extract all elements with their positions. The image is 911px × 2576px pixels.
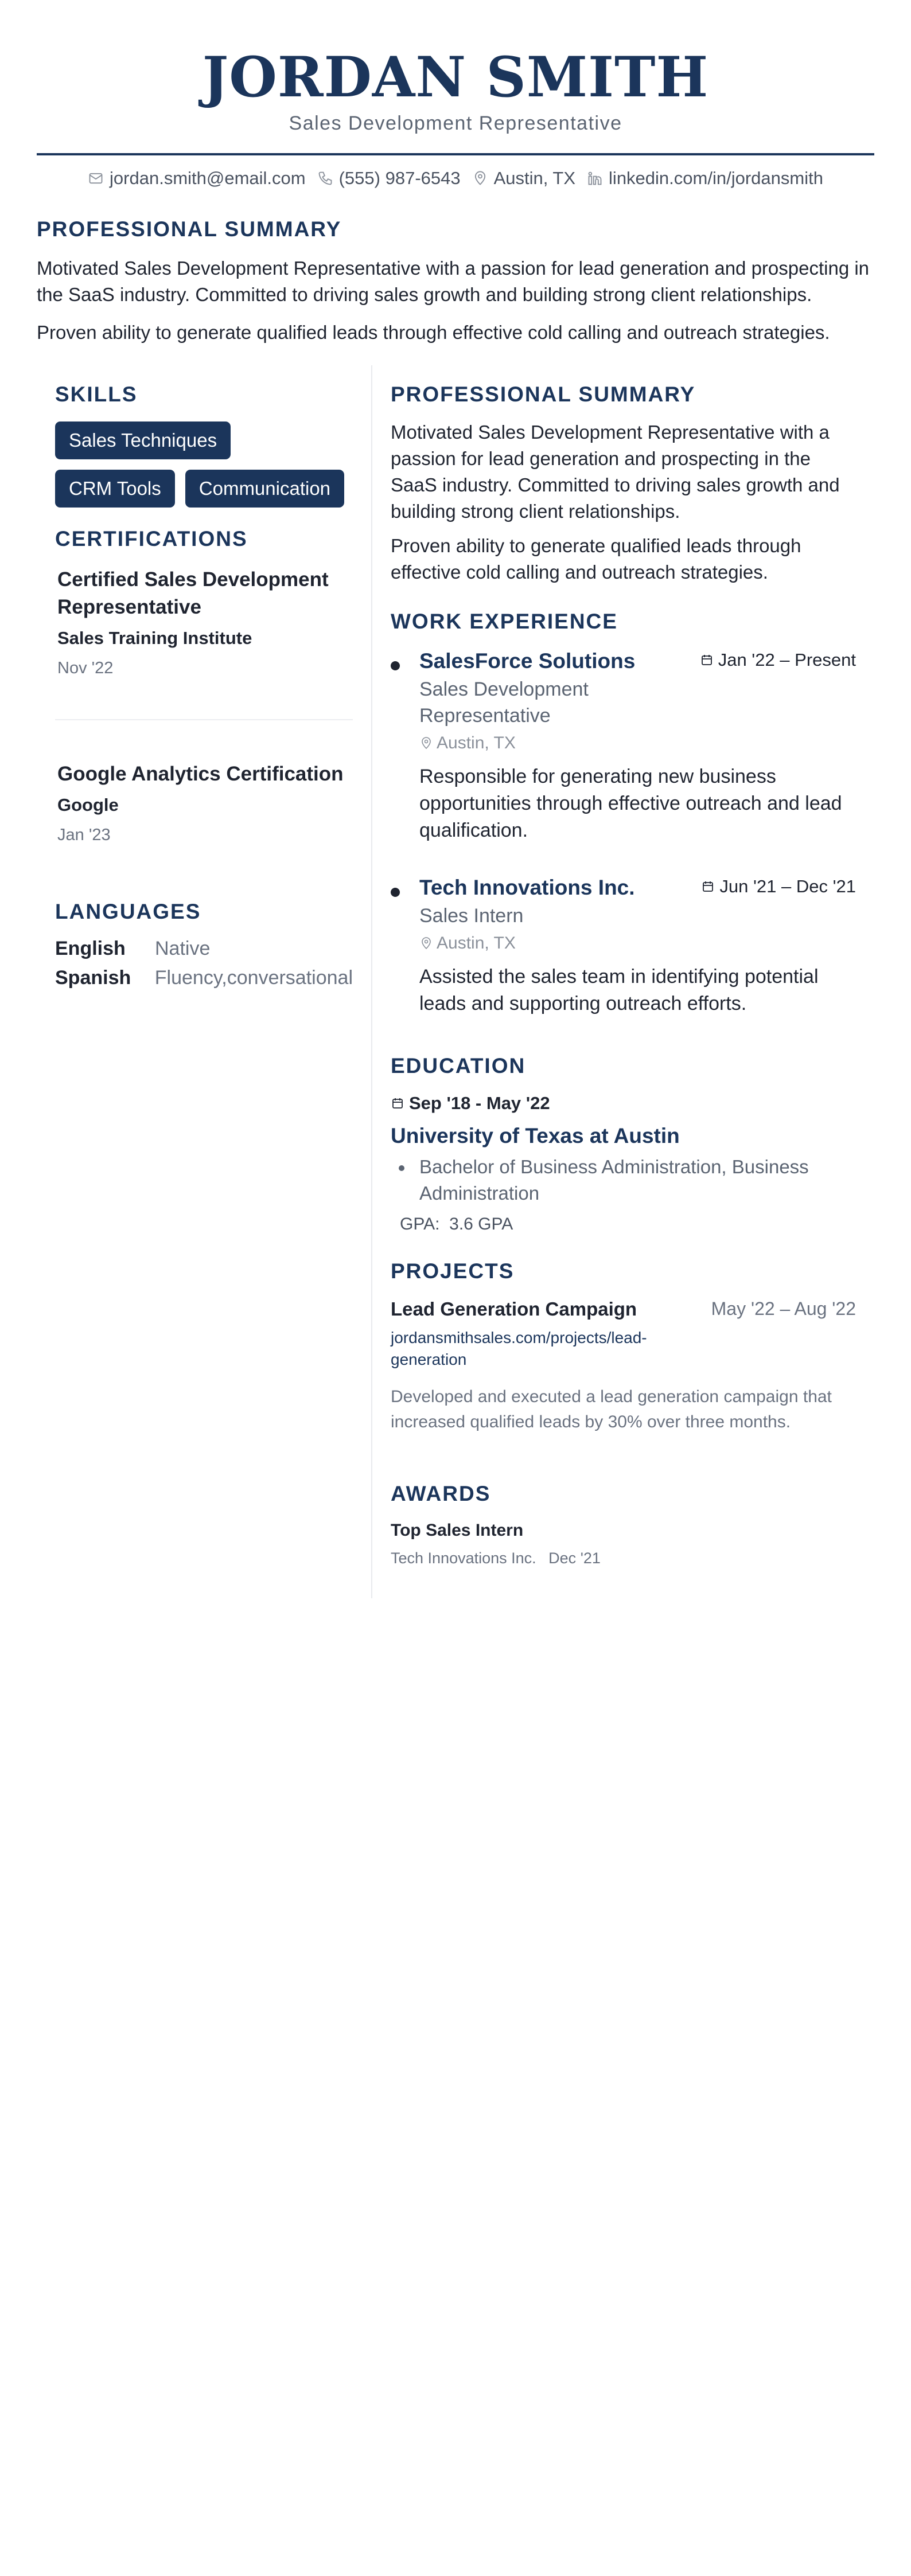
degree-text: Bachelor of Business Administration, Business Administration — [391, 1154, 856, 1207]
bullet-dot — [391, 661, 400, 670]
right-column — [372, 365, 874, 1598]
top-summary-section — [37, 217, 874, 346]
contact-email[interactable] — [88, 168, 306, 189]
language-name: Spanish — [55, 967, 131, 989]
language-row — [55, 967, 353, 989]
contact-linkedin[interactable] — [587, 168, 823, 189]
company-name: SalesForce Solutions — [419, 649, 636, 673]
job-location — [419, 934, 856, 953]
map-pin-icon — [419, 736, 433, 750]
certification-title: Certified Sales Development Representative — [57, 568, 329, 618]
job-dates — [700, 650, 856, 670]
summary-heading: PROFESSIONAL SUMMARY — [391, 383, 696, 406]
job-location — [419, 733, 856, 753]
certification-item — [55, 760, 353, 845]
language-level: Native — [155, 938, 211, 959]
job-role: Sales Intern — [419, 905, 524, 927]
certification-issuer: Google — [57, 795, 119, 815]
award-date: Dec '21 — [548, 1549, 601, 1567]
language-name: English — [55, 938, 126, 959]
gpa-label: GPA: — [400, 1215, 440, 1234]
map-pin-icon — [419, 936, 433, 950]
bullet-dot — [391, 888, 400, 897]
education-dates-text: Sep '18 - May '22 — [409, 1093, 550, 1113]
phone-icon — [317, 170, 333, 186]
projects-section — [391, 1259, 856, 1435]
project-link[interactable]: jordansmithsales.com/projects/lead-generation — [391, 1329, 647, 1368]
job-dates — [701, 876, 856, 897]
projects-heading: PROJECTS — [391, 1259, 515, 1283]
award-meta — [391, 1549, 856, 1567]
skills-section — [55, 383, 353, 508]
certification-divider — [55, 719, 353, 720]
calendar-icon — [700, 653, 714, 667]
candidate-title: Sales Development Representative — [289, 112, 622, 134]
top-summary-paragraph: Proven ability to generate qualified leads through effective cold calling and outreach strategies. — [37, 322, 830, 343]
left-column — [37, 365, 371, 1598]
skill-chip: Communication — [185, 470, 344, 508]
language-level: Fluency,conversational — [154, 967, 353, 989]
certifications-heading: CERTIFICATIONS — [55, 527, 248, 551]
certifications-section — [55, 527, 353, 845]
skill-chip: CRM Tools — [55, 470, 175, 508]
job-dates-text: Jan '22 – Present — [718, 650, 856, 670]
experience-section — [391, 610, 856, 1017]
skills-chips — [55, 421, 353, 508]
certification-issuer: Sales Training Institute — [57, 628, 252, 648]
education-heading: EDUCATION — [391, 1054, 526, 1078]
job-role: Sales Development Representative — [419, 678, 589, 727]
calendar-icon — [701, 880, 715, 893]
languages-heading: LANGUAGES — [55, 900, 201, 923]
skill-chip: Sales Techniques — [55, 421, 231, 459]
project-dates: May '22 – Aug '22 — [711, 1298, 856, 1319]
certification-date: Nov '22 — [57, 659, 114, 677]
job-location-text: Austin, TX — [437, 733, 516, 752]
certification-title: Google Analytics Certification — [57, 763, 344, 785]
languages-section — [55, 900, 353, 989]
contact-phone[interactable] — [317, 168, 461, 189]
job-description: Responsible for generating new business opportunities through effective outreach and lead qualification. — [419, 766, 842, 841]
location-text: Austin, TX — [493, 168, 576, 188]
email-text: jordan.smith@email.com — [110, 168, 306, 188]
skills-heading: SKILLS — [55, 383, 138, 406]
education-dates — [391, 1093, 856, 1114]
language-row — [55, 938, 353, 960]
award-issuer: Tech Innovations Inc. — [391, 1549, 536, 1567]
top-summary-paragraph: Motivated Sales Development Representative with a passion for lead generation and prospecting in the SaaS industry. Committed to driving sales growth and building strong client relationships. — [37, 257, 870, 305]
calendar-icon — [391, 1096, 404, 1110]
education-section — [391, 1054, 856, 1234]
awards-heading: AWARDS — [391, 1482, 491, 1505]
certification-date: Jan '23 — [57, 826, 111, 844]
contact-bar — [37, 168, 874, 189]
mail-icon — [88, 170, 104, 186]
gpa-row — [391, 1215, 856, 1234]
summary-paragraph: Motivated Sales Development Representative with a passion for lead generation and prospecting in the SaaS industry. Committed to driving sales growth and building strong client relationships. — [391, 421, 840, 522]
project-description: Developed and executed a lead generation campaign that increased qualified leads by 30% over three months. — [391, 1387, 832, 1431]
job-dates-text: Jun '21 – Dec '21 — [719, 876, 856, 896]
phone-text: (555) 987-6543 — [338, 168, 461, 188]
header-rule — [37, 153, 874, 155]
linkedin-text: linkedin.com/in/jordansmith — [609, 168, 823, 188]
awards-section — [391, 1482, 856, 1567]
experience-item — [391, 647, 856, 844]
certification-item — [55, 566, 353, 678]
linkedin-icon — [587, 170, 603, 186]
award-title: Top Sales Intern — [391, 1521, 524, 1540]
summary-paragraph: Proven ability to generate qualified leads through effective cold calling and outreach strategies. — [391, 535, 801, 583]
summary-section — [391, 383, 856, 586]
gpa-value: 3.6 GPA — [449, 1215, 513, 1234]
map-pin-icon — [472, 170, 488, 186]
project-title: Lead Generation Campaign — [391, 1298, 637, 1320]
project-item — [391, 1298, 856, 1435]
contact-location — [472, 168, 575, 189]
top-summary-heading: PROFESSIONAL SUMMARY — [37, 217, 342, 241]
job-description: Assisted the sales team in identifying potential leads and supporting outreach efforts. — [419, 966, 819, 1014]
experience-item — [391, 874, 856, 1017]
award-item — [391, 1521, 856, 1567]
experience-heading: WORK EXPERIENCE — [391, 610, 618, 633]
school-name: University of Texas at Austin — [391, 1124, 680, 1148]
two-column-layout — [37, 365, 874, 1598]
company-name: Tech Innovations Inc. — [419, 876, 635, 899]
job-location-text: Austin, TX — [437, 934, 516, 953]
candidate-name: JORDAN SMITH — [202, 45, 709, 110]
